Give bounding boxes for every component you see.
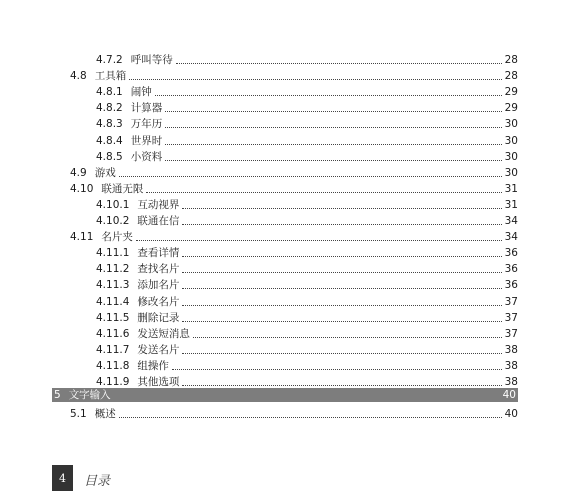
dot-leader [155,94,502,96]
toc-entry-number: 4.7.2 [96,54,123,66]
toc-entry-title: 添加名片 [137,279,180,292]
toc-entry-title: 闹钟 [130,86,152,99]
toc-entry-title: 名片夹 [101,231,133,244]
toc-entry-title: 呼叫等待 [130,54,173,66]
toc-row[interactable] [96,50,518,66]
toc-row[interactable] [96,98,518,114]
toc-entry-page: 37 [504,311,518,324]
toc-entry-number: 4.10.2 [96,215,130,227]
toc-row[interactable] [96,82,518,98]
toc-row[interactable] [96,275,518,291]
toc-row[interactable] [96,308,518,324]
toc-entry-number: 4.11.5 [96,311,130,324]
toc-entry-number: 4.8.3 [96,118,123,131]
dot-leader [172,368,502,370]
toc-row[interactable] [96,114,518,130]
dot-leader [119,416,502,418]
dot-leader [165,159,501,161]
toc-entry-title: 联通在信 [137,215,180,227]
toc-entry-number: 4.11 [70,231,94,244]
dot-leader [182,271,501,273]
toc-entry-page: 38 [504,343,518,356]
toc-entry-number: 4.11.8 [96,359,130,372]
toc-entry-page: 29 [504,86,518,99]
toc-entry-number: 4.8.2 [96,102,123,115]
dot-leader [165,143,501,145]
dot-leader [182,304,501,306]
toc-entry-number: 4.11.7 [96,343,130,356]
toc-entry-title: 世界时 [130,134,163,147]
toc-entry-title: 查看详情 [137,247,180,260]
dot-leader [193,336,502,338]
toc-entry-number: 4.10.1 [96,198,130,211]
dot-leader [165,110,501,112]
toc-row[interactable] [70,404,518,420]
toc-entry-title: 概述 [94,408,116,421]
toc-entry-title: 组操作 [137,359,169,372]
toc-row[interactable] [70,179,518,195]
toc-entry-page: 38 [504,376,518,388]
toc-row[interactable] [96,195,518,211]
page-number: 4 [59,471,66,485]
toc-row[interactable] [70,227,518,243]
dot-leader [182,207,501,209]
dot-leader [146,191,501,193]
toc-row[interactable] [96,356,518,372]
toc-row[interactable] [96,211,518,227]
toc-entry-number: 4.8.5 [96,150,123,163]
toc-entry-title: 发送名片 [137,343,180,356]
toc-entry-page: 30 [504,166,518,179]
toc-entry-number: 4.11.3 [96,279,130,292]
dot-leader [182,384,501,386]
toc-entry-title: 游戏 [94,166,116,179]
toc-entry-title: 计算器 [130,102,163,115]
toc-entry-page: 40 [504,408,518,421]
toc-entry-number: 4.11.2 [96,263,130,276]
dot-leader [182,320,501,322]
toc-row[interactable] [70,163,518,179]
toc-entry-page: 38 [504,359,518,372]
dot-leader [136,239,502,241]
dot-leader [119,175,502,177]
dot-leader [182,255,501,257]
toc-entry-page: 36 [504,247,518,260]
toc-entry-page: 36 [504,263,518,276]
toc-row[interactable] [96,147,518,163]
toc-entry-page: 31 [504,198,518,211]
toc-row[interactable] [96,131,518,147]
toc-entry-page: 30 [504,134,518,147]
toc-entry-number: 4.10 [70,182,94,195]
toc-entry-title: 删除记录 [137,311,180,324]
toc-entry-title: 互动视界 [137,198,180,211]
toc-entry-page: 28 [504,70,518,83]
toc-entry-title: 小资料 [130,150,163,163]
dot-leader [129,78,501,80]
toc-entry-number: 4.11.9 [96,376,130,388]
toc-chapter-row[interactable] [52,388,518,402]
toc-row[interactable] [96,243,518,259]
toc-entry-number: 4.11.1 [96,247,130,260]
page-number-box [52,465,73,491]
toc-row[interactable] [96,372,518,388]
toc-entry-page: 30 [504,150,518,163]
toc-row[interactable] [96,340,518,356]
toc-entry-title: 修改名片 [137,295,180,308]
toc-entry-title: 其他选项 [137,376,180,388]
toc-entry-number: 5.1 [70,408,87,421]
footer-section-label: 目录 [84,474,111,489]
dot-leader [182,287,501,289]
dot-leader [114,394,500,395]
toc-row[interactable] [96,324,518,340]
toc-entry-number: 4.8 [70,70,87,83]
toc-entry-page: 34 [504,231,518,244]
toc-entry-number: 4.8.4 [96,134,123,147]
toc-entry-page: 36 [504,279,518,292]
toc-entry-page: 29 [504,102,518,115]
toc-entry-title: 万年历 [130,118,163,131]
toc-entry-number: 4.11.6 [96,327,130,340]
toc-entry-title: 查找名片 [137,263,180,276]
toc-entry-page: 40 [502,389,516,402]
dot-leader [182,223,501,225]
toc-entry-number: 4.9 [70,166,87,179]
toc-entry-title: 文字输入 [68,389,111,402]
dot-leader [165,126,501,128]
toc-entry-title: 工具箱 [94,70,127,83]
toc-entry-number: 4.11.4 [96,295,130,308]
toc-entry-page: 28 [504,54,518,66]
toc-entry-title: 发送短消息 [137,327,190,340]
toc-row[interactable] [96,259,518,275]
toc-entry-page: 30 [504,118,518,131]
toc-entry-number: 4.8.1 [96,86,123,99]
toc-entry-page: 37 [504,327,518,340]
toc-entry-page: 37 [504,295,518,308]
toc-entry-page: 34 [504,215,518,227]
toc-entry-number: 5 [54,389,61,402]
dot-leader [182,352,501,354]
toc-row[interactable] [96,292,518,308]
toc-entry-title: 联通无限 [101,182,144,195]
dot-leader [176,62,502,64]
toc-row[interactable] [70,66,518,82]
toc-entry-page: 31 [504,182,518,195]
